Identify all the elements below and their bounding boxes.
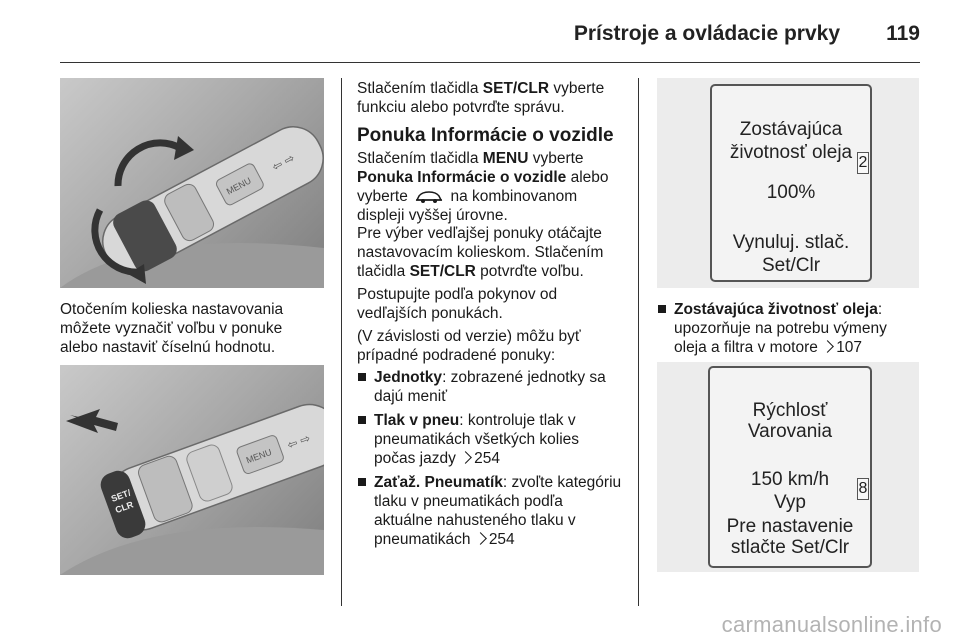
display-line: Pre nastavenie xyxy=(726,516,854,537)
speed-warning-display-panel xyxy=(657,362,919,572)
display-line: Vyp xyxy=(773,492,807,513)
display-line: Zostávajúca xyxy=(739,119,843,140)
submenu-list xyxy=(357,368,637,554)
version-paragraph: (V závislosti od verzie) môžu byť prípadné podradené ponuky: xyxy=(357,328,581,364)
setclr-intro: Stlačením tlačidla SET/CLR vyberte funkciu alebo potvrďte správu. xyxy=(357,80,605,116)
display-line: Set/Clr xyxy=(761,255,821,276)
stalk-setclr-photo xyxy=(60,365,324,575)
screen-number-badge: 2 xyxy=(857,152,869,174)
bullet-square xyxy=(358,373,366,381)
oil-life-screen xyxy=(710,84,872,282)
clr-label: CLR xyxy=(113,499,135,516)
screen-number-badge: 8 xyxy=(857,478,869,500)
page-number: 119 xyxy=(886,22,920,45)
submenu-paragraph: Pre výber vedľajšej ponuky otáčajte nastavovacím kolieskom. Stlačením tlačidla SET/CLR potvrďte voľbu. xyxy=(357,225,604,280)
header-rule xyxy=(60,62,920,63)
section-title: Ponuka Informácie o vozidle xyxy=(357,125,614,146)
stalk-illustration-setclr xyxy=(60,365,324,575)
svg-text:⇦ ⇨: ⇦ ⇨ xyxy=(285,430,313,453)
page-ref-icon xyxy=(474,532,487,545)
display-line: Rýchlosť xyxy=(752,400,828,421)
watermark: carmanualsonline.info xyxy=(721,612,942,637)
list-item: Zostávajúca životnosť oleja: upozorňuje na potrebu výmeny oleja a filtra v motore 107 xyxy=(657,300,927,357)
stalk-illustration xyxy=(60,78,324,288)
display-line: stlačte Set/Clr xyxy=(730,537,850,558)
page-header-title: Prístroje a ovládacie prvky xyxy=(573,22,840,45)
speed-value: 150 km/h xyxy=(750,469,830,490)
display-line: Vynuluj. stlač. xyxy=(732,232,850,253)
list-item: Zaťaž. Pneumatík: zvoľte kategóriu tlaku v pneumatikách podľa aktuálne nahusteného tlaku v pneumatikách 254 xyxy=(357,473,637,549)
menu-button-label: MENU xyxy=(224,175,253,197)
oil-life-list xyxy=(657,300,927,362)
oil-life-display-panel xyxy=(657,78,919,288)
car-icon xyxy=(415,190,443,204)
list-item: Tlak v pneu: kontroluje tlak v pneumatikách všetkých kolies počas jazdy 254 xyxy=(357,411,637,468)
page-ref-icon xyxy=(821,340,834,353)
thumbwheel-caption: Otočením kolieska nastavovania môžete vyznačiť voľbu v ponuke alebo nastaviť číselnú hodnotu. xyxy=(60,301,284,356)
oil-life-value: 100% xyxy=(766,182,816,203)
svg-text:⇦ ⇨: ⇦ ⇨ xyxy=(269,150,297,175)
display-line: životnosť oleja xyxy=(729,142,853,163)
bullet-square xyxy=(658,305,666,313)
stalk-thumbwheel-photo xyxy=(60,78,324,288)
arrow-right-icon xyxy=(66,409,118,433)
bullet-square xyxy=(358,416,366,424)
display-line: Varovania xyxy=(747,421,833,442)
column-divider-2 xyxy=(638,78,639,606)
menu-button-label-2: MENU xyxy=(244,446,274,466)
speed-warning-screen xyxy=(708,366,872,568)
follow-paragraph: Postupujte podľa pokynov od vedľajších ponukách. xyxy=(357,286,558,322)
bullet-square xyxy=(358,478,366,486)
list-item: Jednotky: zobrazené jednotky sa dajú meniť xyxy=(357,368,637,406)
set-label: SET/ xyxy=(109,487,133,504)
column-divider-1 xyxy=(341,78,342,606)
menu-paragraph: Stlačením tlačidla MENU vyberte Ponuka Informácie o vozidle alebo vyberte na kombinovanom displeji vyššej úrovne. xyxy=(357,150,609,224)
page-ref-icon xyxy=(459,451,472,464)
